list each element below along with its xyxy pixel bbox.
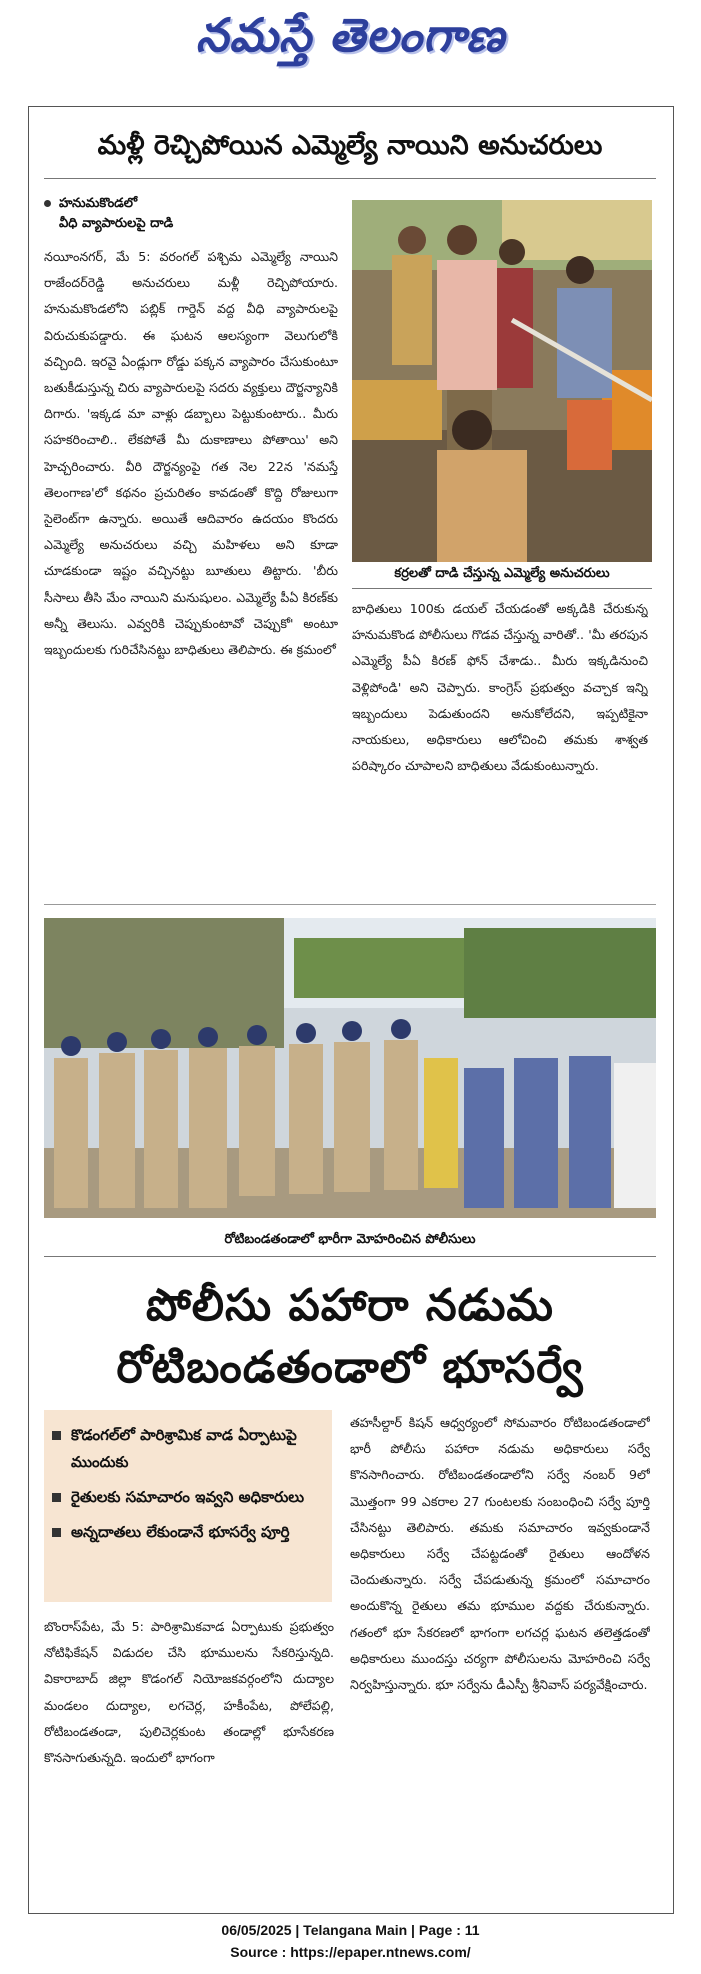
article2-headline-line1: పోలీసు పహారా నడుమ <box>146 1280 554 1331</box>
bullet-line1: హనుమకొండలో <box>59 196 138 211</box>
caption-divider <box>352 588 652 589</box>
highlight-item: కొడంగల్‌లో పారిశ్రామిక వాడ ఏర్పాటుపై ముందుకు <box>44 1422 332 1476</box>
article1-column1: నయీంనగర్, మే 5: వరంగల్ పశ్చిమ ఎమ్మెల్యే నాయిని రాజేందర్‌రెడ్డి అనుచరులు మళ్లీ రెచ్చిపోయారు. హనుమకొండలోని పబ్లిక్ గార్డెన్ వద్ద వీధి వ్యాపారులపై విరుచుకుపడ్డారు. ఈ ఘటన ఆలస్యంగా వెలుగులోకి వచ్చింది. ఇరవై ఏండ్లుగా రోడ్డు పక్కన వ్యాపారం చేసుకుంటూ బతుకీడుస్తున్న చిరు వ్యాపారులపై సదరు వ్యక్తులు దౌర్జన్యానికి దిగారు. 'ఇక్కడ మా వాళ్లు డబ్బాలు పెట్టుకుంటారు.. మీరు సహకరించాలి.. లేకపోతే మీ దుకాణాలు పోతాయి' అని హెచ్చరించారు. వీరి దౌర్జన్యంపై గత నెల 22న 'నమస్తే తెలంగాణ'లో కథనం ప్రచురితం కావడంతో కొద్ది రోజులుగా సైలెంట్‌గా ఉన్నారు. అయితే ఆదివారం ఉదయం కొందరు ఎమ్మెల్యే అనుచరులు వచ్చి మహిళలు అని కూడా చూడకుండా ఇష్టం వచ్చినట్టు బూతులు తిట్టారు. 'బీరు సీసాలు తీసి మేం నాయిని మనుషులం. ఎమ్మెల్యే పీఏ కిరణ్‌కు అన్నీ తెలుసు. ఎవ్వరికి చెప్పుకుంటావో చెప్పుకో' అంటూ ఇబ్బందులకు గురిచేసినట్టు బాధితులు తెలిపారు. ఈ క్రమంలో <box>44 249 338 658</box>
bullet-line2: వీధి వ్యాపారులపై దాడి <box>59 216 174 231</box>
bullet-square-icon <box>52 1493 61 1502</box>
masthead <box>0 8 701 78</box>
article2-photo-caption: రోటిబండతండాలో భారీగా మోహరించిన పోలీసులు <box>224 1232 476 1247</box>
bullet-square-icon <box>52 1431 61 1440</box>
headline-divider <box>44 178 656 179</box>
highlight-item: అన్నదాతలు లేకుండానే భూసర్వే పూర్తి <box>44 1519 332 1546</box>
article2-column2: తహసీల్దార్ కిషన్ ఆధ్వర్యంలో సోమవారం రోటిబండతండాలో భారీ పోలీసు పహారా నడుమ అధికారులు సర్వే కొనసాగించారు. రోటిబండతండాలోని సర్వే నంబర్ 9లో మొత్తంగా 99 ఎకరాల 27 గుంటలకు సంబంధించి సర్వే పూర్తి చేసినట్టు తెలిపారు. తమకు సమాచారం ఇవ్వకుండానే అధికారులు సర్వే చేపట్టడంతో రైతులు ఆందోళన చెందుతున్నారు. సర్వే చేపడుతున్న క్రమంలో సమాచారం అందుకొన్న రైతులు తమ భూముల వద్దకు చేరుకున్నారు. గతంలో భూ సేకరణలో భాగంగా లగచర్ల ఘటన తలెత్తడంతో అధికారులు ముందస్తు చర్యగా పోలీసులను మోహరించి సర్వే నిర్వహిస్తున్నారు. భూ సర్వేను డీఎస్పీ శ్రీనివాస్ పర్యవేక్షించారు. <box>350 1415 650 1693</box>
footer-source: Source : https://epaper.ntnews.com/ <box>230 1944 471 1960</box>
article2-headline-line2: రోటిబండతండాలో భూసర్వే <box>116 1342 584 1393</box>
article1-photo-caption: కర్రలతో దాడి చేస్తున్న ఎమ్మెల్యే అనుచరులు <box>394 566 610 581</box>
bullet-icon <box>44 200 51 207</box>
article1-headline: మళ్లీ రెచ్చిపోయిన ఎమ్మెల్యే నాయిని అనుచరులు <box>97 130 603 161</box>
section-divider <box>44 904 656 905</box>
article1-photo <box>352 200 652 562</box>
article2-photo <box>44 918 656 1218</box>
bullet-square-icon <box>52 1528 61 1537</box>
masthead-logo: నమస్తే తెలంగాణ <box>195 8 506 62</box>
article2-column1: బొంరాస్‌పేట, మే 5: పారిశ్రామికవాడ ఏర్పాటుకు ప్రభుత్వం నోటిఫికేషన్ విడుదల చేసి భూములను సేకరిస్తున్నది. వికారాబాద్ జిల్లా కొడంగల్ నియోజకవర్గంలోని దుద్యాల మండలం దుద్యాల, లగచెర్ల, హకీంపేట, పోలేపల్లి, రోటిబండతండా, పులిచెర్లకుంట తండాల్లో భూసేకరణ కొనసాగుతున్నది. ఇందులో భాగంగా <box>44 1619 334 1766</box>
article2-highlight-box <box>44 1410 332 1602</box>
caption2-divider <box>44 1256 656 1257</box>
article1-column2: బాధితులు 100కు డయల్ చేయడంతో అక్కడికి చేరుకున్న హనుమకొండ పోలీసులు గొడవ చేస్తున్న వారితో.. 'మీ తరపున ఎమ్మెల్యే పీఏ కిరణ్ ఫోన్ చేశాడు.. మీరు ఇక్కడినుంచి వెళ్లిపోండి' అని చెప్పారు. కాంగ్రెస్ ప్రభుత్వం వచ్చాక ఇన్ని ఇబ్బందులు పెడుతుందని అనుకోలేదని, ఇప్పటికైనా నాయకులు, అధికారులు ఆలోచించి తమకు శాశ్వత పరిష్కారం చూపాలని బాధితులు వేడుకుంటున్నారు. <box>352 601 648 774</box>
highlight-item: రైతులకు సమాచారం ఇవ్వని అధికారులు <box>44 1484 332 1511</box>
article1-bullet <box>44 194 344 234</box>
footer-date-page: 06/05/2025 | Telangana Main | Page : 11 <box>221 1922 480 1938</box>
